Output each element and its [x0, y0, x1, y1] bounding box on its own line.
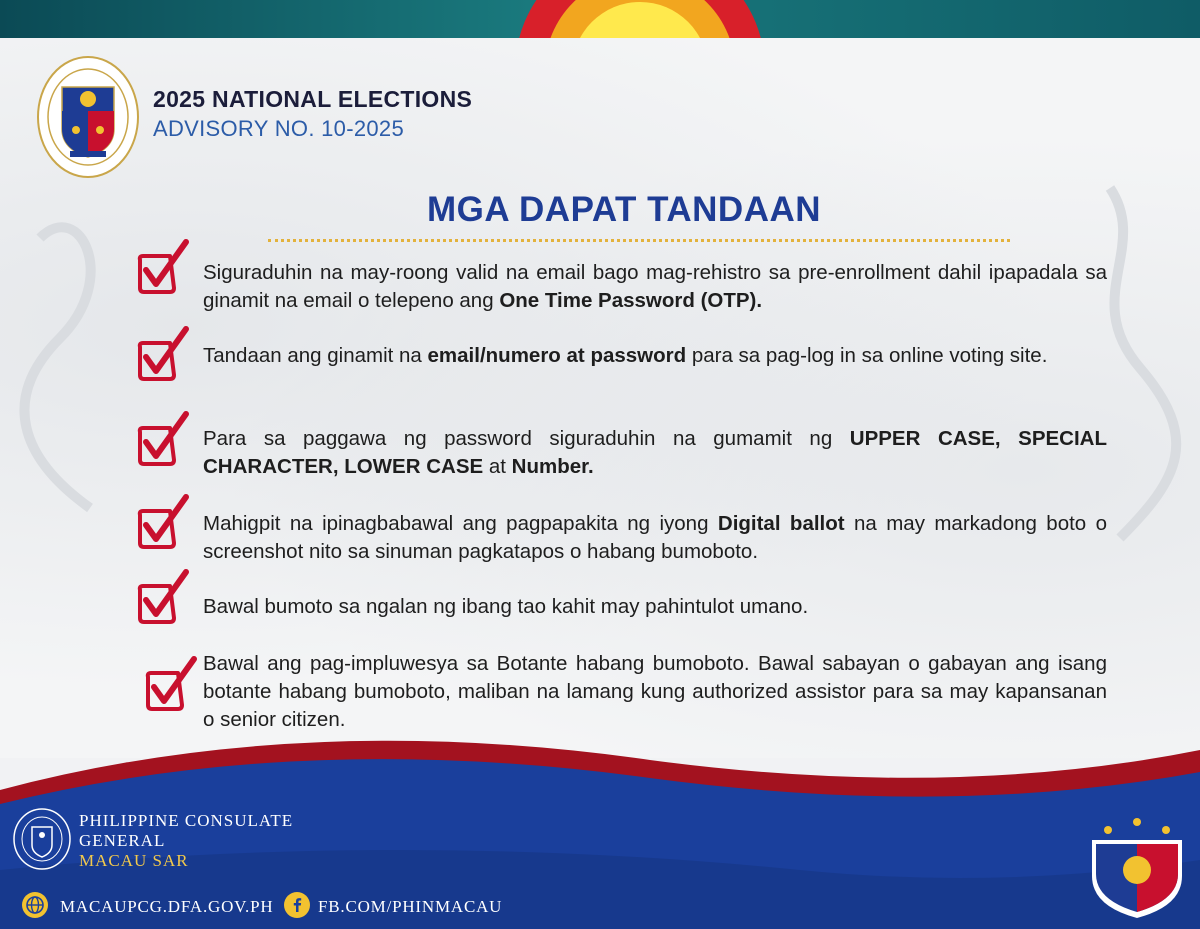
- website-link[interactable]: MACAUPCG.DFA.GOV.PH: [60, 897, 274, 916]
- item-text: Mahigpit na ipinagbabawal ang pagpapakita ng iyong Digital ballot na may markadong boto o screenshot nito sa sinuman pagkatapos o habang bumoboto.: [203, 512, 1107, 563]
- heading-divider: [268, 239, 1010, 242]
- item-text: Tandaan ang ginamit na email/numero at password para sa pag-log in sa online voting site.: [203, 344, 1048, 367]
- top-banner-arcs: [0, 0, 1200, 38]
- consulate-seal: [36, 55, 140, 179]
- check-mark-icon: [134, 568, 194, 630]
- org-name-line1: PHILIPPINE CONSULATE: [79, 811, 294, 830]
- item-text: Siguraduhin na may-roong valid na email bago mag-rehistro sa pre-enrollment dahil ipapadala sa ginamit na email o telepeno ang One Time Password (OTP).: [203, 261, 1107, 312]
- item-text: Para sa paggawa ng password siguraduhin na gumamit ng UPPER CASE, SPECIAL CHARACTER, LOWER CASE at Number.: [203, 427, 1107, 478]
- top-banner: [0, 0, 1200, 38]
- check-mark-icon: [134, 238, 194, 300]
- org-name-line2: GENERAL: [79, 831, 166, 850]
- check-mark-icon: [142, 655, 202, 717]
- check-mark-icon: [134, 493, 194, 555]
- advisory-number: ADVISORY NO. 10-2025: [153, 116, 404, 141]
- consulate-general-seal: [12, 807, 72, 871]
- check-mark-icon: [134, 325, 194, 387]
- facebook-icon: [284, 892, 310, 918]
- globe-icon: [22, 892, 48, 918]
- item-text: Bawal ang pag-impluwesya sa Botante habang bumoboto. Bawal sabayan o gabayan ang isang botante habang bumoboto, maliban na lamang kung authorized assistor para sa may kapansanan o senior citizen.: [203, 652, 1107, 731]
- election-title: 2025 NATIONAL ELECTIONS: [153, 86, 473, 112]
- facebook-link[interactable]: FB.COM/PHINMACAU: [318, 897, 503, 916]
- check-mark-icon: [134, 410, 194, 472]
- item-text: Bawal bumoto sa ngalan ng ibang tao kahit may pahintulot umano.: [203, 595, 809, 618]
- page-heading: MGA DAPAT TANDAAN: [426, 190, 822, 229]
- org-location: MACAU SAR: [79, 851, 189, 870]
- bagong-pilipinas-logo: [1078, 812, 1196, 924]
